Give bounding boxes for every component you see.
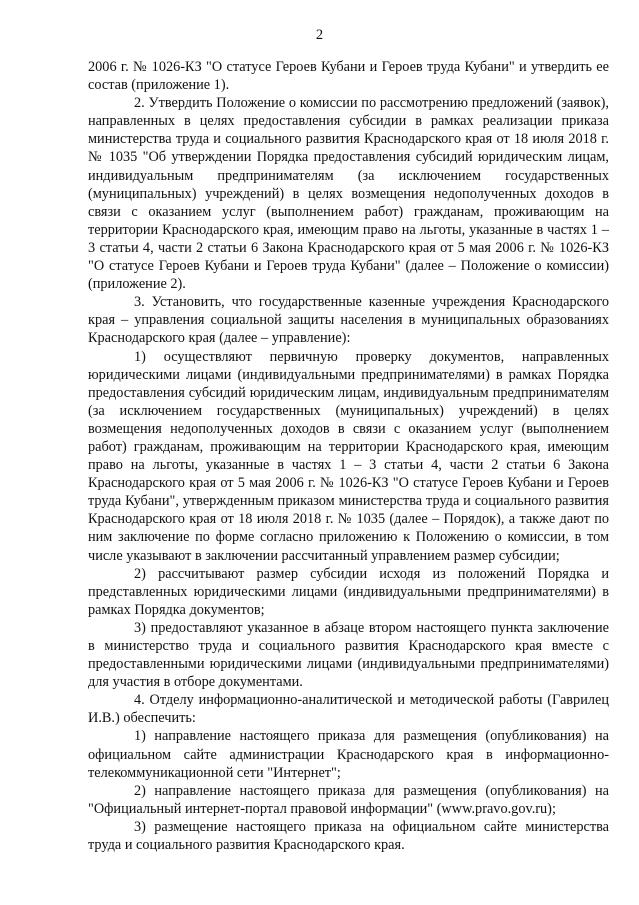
paragraph-continuation: 2006 г. № 1026-КЗ "О статусе Героев Кубани и Героев труда Кубани" и утвердить ее состав (приложение 1). xyxy=(88,59,609,94)
document-body xyxy=(88,58,609,854)
paragraph-item-3: 3. Установить, что государственные казенные учреждения Краснодарского края – управления социальной защиты населения в муниципальных образованиях Краснодарского края (далее – управление): xyxy=(88,294,609,347)
paragraph-item-3-3: 3) предоставляют указанное в абзаце втором настоящего пункта заключение в министерство труда и социального развития Краснодарского края вместе с предоставленными юридическими лицами (индивидуальными предпринимателями) для участия в отборе документами. xyxy=(88,619,609,691)
paragraph-item-3-1: 1) осуществляют первичную проверку документов, направленных юридическими лицами (индивидуальными предпринимателями) в рамках Порядка предоставления субсидий юридическим лицам, индивидуальным предпринимателям (за исключением государственных (муниципальных) учреждений) в целях возмещения недополученных доходов в связи с оказанием услуг (выполнением работ) гражданам, проживающим на территории Краснодарского края, имеющим право на льготы, указанные в частях 1 – 3 статьи 4, части 2 статьи 6 Закона Краснодарского края от 5 мая 2006 г. № 1026-КЗ "О статусе Героев Кубани и Героев труда Кубани", утвержденным приказом министерства труда и социального развития Краснодарского края от 18 июля 2018 г. № 1035 (далее – Порядок), а также дают по ним заключение по форме согласно приложению к Положению о комиссии, в том числе указывают в заключении рассчитанный управлением размер субсидии; xyxy=(88,348,609,564)
page-number: 2 xyxy=(315,27,324,43)
paragraph-item-3-2: 2) рассчитывают размер субсидии исходя из положений Порядка и представленных юридическими лицами (индивидуальными предпринимателями) в рамках Порядка документов; xyxy=(88,565,609,618)
paragraph-item-4-2: 2) направление настоящего приказа для размещения (опубликования) на "Официальный интернет-портал правовой информации" (www.pravo.gov.ru); xyxy=(88,782,609,817)
paragraph-item-4: 4. Отделу информационно-аналитической и методической работы (Гаврилец И.В.) обеспечить: xyxy=(88,692,609,727)
paragraph-item-4-3: 3) размещение настоящего приказа на официальном сайте министерства труда и социального развития Краснодарского края. xyxy=(88,818,609,854)
paragraph-item-2: 2. Утвердить Положение о комиссии по рассмотрению предложений (заявок), направленных в целях предоставления субсидии в рамках реализации приказа министерства труда и социального развития Краснодарского края от 18 июля 2018 г. № 1035 "Об утверждении Порядка предоставления субсидий юридическим лицам, индивидуальным предпринимателям (за исключением государственных (муниципальных) учреждений) в целях возмещения недополученных доходов в связи с оказанием услуг (выполнением работ) гражданам, проживающим на территории Краснодарского края, имеющим право на льготы, указанные в частях 1 – 3 статьи 4, части 2 статьи 6 Закона Краснодарского края от 5 мая 2006 г. № 1026-КЗ "О статусе Героев Кубани и Героев труда Кубани" (далее – Положение о комиссии) (приложение 2). xyxy=(88,95,609,293)
paragraph-item-4-1: 1) направление настоящего приказа для размещения (опубликования) на официальном сайте администрации Краснодарского края в информационно-телекоммуникационной сети "Интернет"; xyxy=(88,728,609,781)
